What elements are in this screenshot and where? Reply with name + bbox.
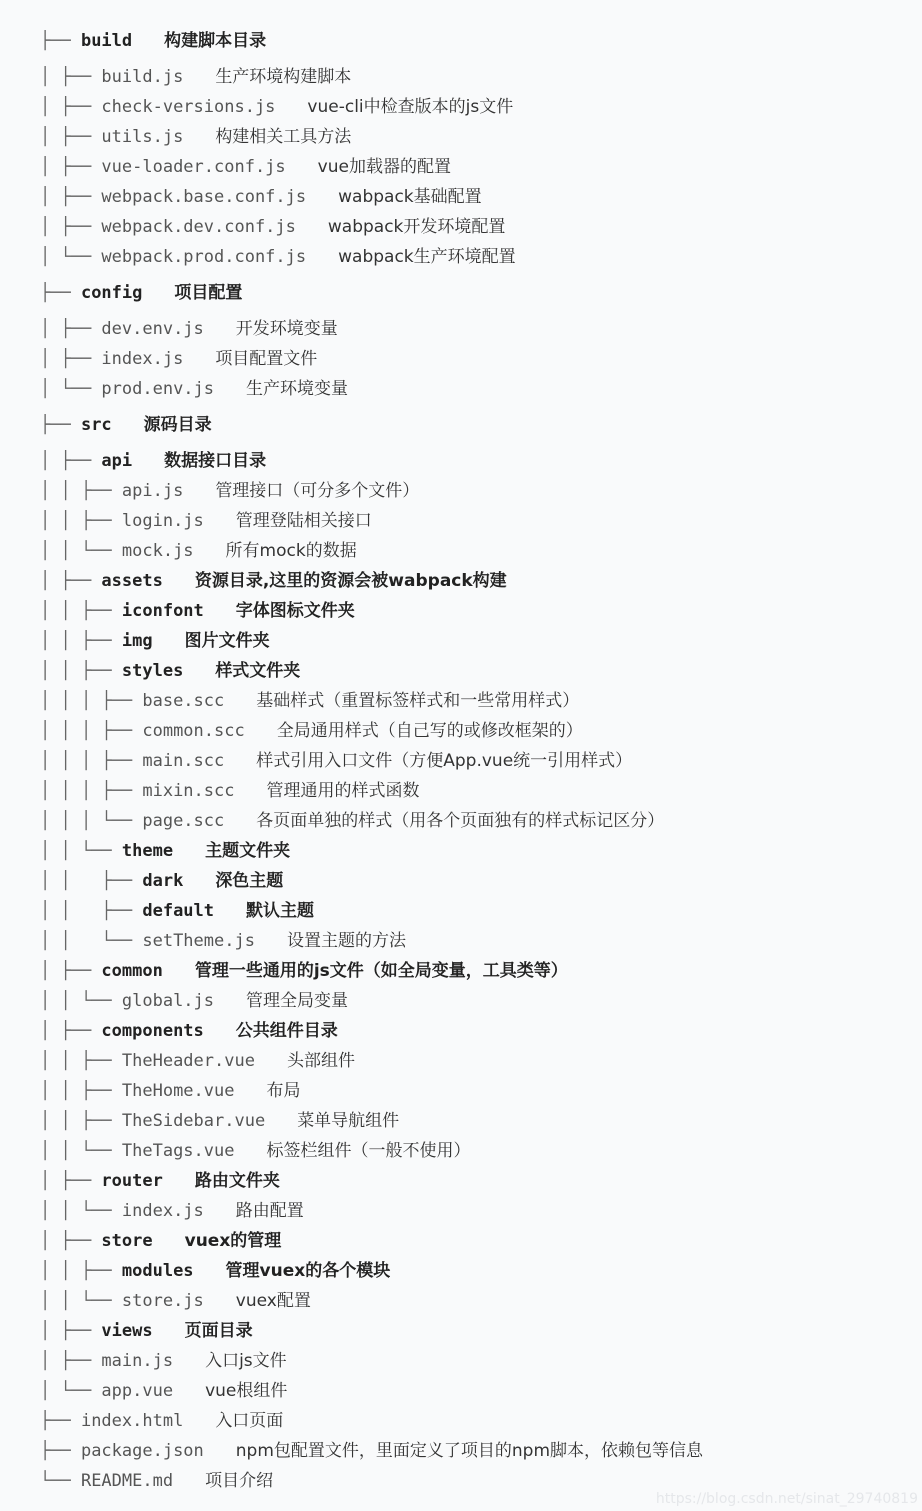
tree-description: 构建脚本目录: [164, 31, 267, 51]
tree-file-name: webpack.dev.conf.js: [101, 217, 296, 237]
tree-folder-name: common: [101, 961, 163, 981]
tree-row: [40, 1076, 703, 1106]
tree-file-name: api.js: [121, 481, 184, 501]
tree-description: 管理全局变量: [246, 991, 349, 1011]
tree-description: 数据接口目录: [164, 451, 267, 471]
tree-branch: │ └──: [40, 247, 102, 267]
tree-row: [40, 566, 703, 596]
tree-file-name: prod.env.js: [101, 379, 215, 399]
watermark: https://blog.csdn.net/sinat_29740819: [655, 1491, 918, 1507]
tree-file-name: global.js: [121, 991, 215, 1011]
tree-branch: │ │ │ ├──: [40, 751, 143, 771]
tree-file-name: TheHome.vue: [121, 1081, 235, 1101]
tree-branch: ├──: [40, 31, 81, 51]
tree-row: [40, 212, 703, 242]
tree-file-name: vue-loader.conf.js: [101, 157, 286, 177]
tree-row: [40, 686, 703, 716]
tree-row: [40, 596, 703, 626]
tree-file-name: app.vue: [101, 1381, 174, 1401]
tree-row: [40, 446, 703, 476]
tree-branch: │ │ ├──: [40, 661, 122, 681]
tree-branch: ├──: [40, 283, 81, 303]
tree-file-name: webpack.base.conf.js: [101, 187, 307, 207]
tree-branch: │ │ ├──: [40, 1261, 122, 1281]
tree-description: 字体图标文件夹: [235, 601, 355, 621]
tree-branch: ├──: [40, 1441, 81, 1461]
tree-file-name: main.js: [101, 1351, 174, 1371]
tree-row: [40, 1166, 703, 1196]
tree-file-name: build.js: [101, 67, 184, 87]
tree-branch: │ │ ├──: [40, 481, 122, 501]
tree-branch: │ │ ├──: [40, 631, 122, 651]
tree-branch: │ │ └──: [40, 991, 122, 1011]
tree-row: [40, 746, 703, 776]
tree-file-name: common.scc: [142, 721, 245, 741]
tree-branch: │ │ └──: [40, 541, 122, 561]
tree-branch: │ │ ├──: [40, 1081, 122, 1101]
tree-row: [40, 866, 703, 896]
tree-description: vue加载器的配置: [317, 157, 451, 177]
tree-branch: │ ├──: [40, 1021, 102, 1041]
tree-description: 所有mock的数据: [225, 541, 357, 561]
tree-folder-name: components: [101, 1021, 204, 1041]
tree-description: vuex配置: [235, 1291, 311, 1311]
tree-row: [40, 26, 703, 56]
tree-row: [40, 182, 703, 212]
tree-row: [40, 1106, 703, 1136]
tree-description: 路由配置: [235, 1201, 304, 1221]
tree-folder-name: api: [101, 451, 133, 471]
tree-row: [40, 122, 703, 152]
tree-description: 管理登陆相关接口: [235, 511, 372, 531]
tree-description: 公共组件目录: [235, 1021, 338, 1041]
tree-description: wabpack开发环境配置: [327, 217, 506, 237]
tree-folder-name: default: [142, 901, 215, 921]
tree-row: [40, 956, 703, 986]
tree-branch: ├──: [40, 1411, 81, 1431]
tree-branch: │ │ ├──: [40, 1051, 122, 1071]
tree-branch: │ ├──: [40, 97, 102, 117]
tree-branch: │ ├──: [40, 217, 102, 237]
tree-description: 项目配置: [174, 283, 243, 303]
tree-description: 基础样式（重置标签样式和一些常用样式）: [256, 691, 580, 711]
tree-branch: │ │ ├──: [40, 511, 122, 531]
tree-description: 生产环境构建脚本: [215, 67, 352, 87]
tree-description: 入口页面: [215, 1411, 284, 1431]
tree-description: wabpack生产环境配置: [338, 247, 516, 267]
tree-row: [40, 1046, 703, 1076]
tree-file-name: index.js: [101, 349, 184, 369]
tree-branch: │ │ ├──: [40, 871, 143, 891]
tree-description: 主题文件夹: [205, 841, 291, 861]
tree-branch: │ │ │ ├──: [40, 691, 143, 711]
tree-file-name: store.js: [121, 1291, 204, 1311]
tree-row: [40, 314, 703, 344]
tree-row: [40, 476, 703, 506]
tree-branch: ├──: [40, 415, 81, 435]
tree-description: 页面目录: [184, 1321, 253, 1341]
tree-row: [40, 1406, 703, 1436]
tree-branch: │ ├──: [40, 1351, 102, 1371]
tree-branch: │ │ └──: [40, 1291, 122, 1311]
tree-branch: │ │ └──: [40, 841, 122, 861]
tree-row: [40, 836, 703, 866]
tree-row: [40, 1286, 703, 1316]
tree-description: vue根组件: [205, 1381, 288, 1401]
tree-branch: │ ├──: [40, 1321, 102, 1341]
tree-folder-name: iconfont: [121, 601, 204, 621]
tree-row: [40, 506, 703, 536]
tree-description: 构建相关工具方法: [215, 127, 352, 147]
tree-row: [40, 1436, 703, 1466]
tree-description: 深色主题: [215, 871, 284, 891]
tree-description: 样式文件夹: [215, 661, 301, 681]
tree-row: [40, 62, 703, 92]
tree-row: [40, 896, 703, 926]
tree-file-name: utils.js: [101, 127, 184, 147]
tree-row: [40, 410, 703, 440]
tree-description: 资源目录,这里的资源会被wabpack构建: [194, 571, 507, 591]
tree-branch: │ │ ├──: [40, 601, 122, 621]
tree-description: 入口js文件: [205, 1351, 287, 1371]
tree-branch: │ ├──: [40, 961, 102, 981]
tree-description: 样式引用入口文件（方便App.vue统一引用样式）: [256, 751, 633, 771]
tree-row: [40, 806, 703, 836]
tree-branch: │ ├──: [40, 1171, 102, 1191]
tree-branch: │ ├──: [40, 571, 102, 591]
tree-description: 管理通用的样式函数: [266, 781, 420, 801]
tree-row: [40, 278, 703, 308]
tree-description: 项目介绍: [205, 1471, 274, 1491]
tree-row: [40, 242, 703, 272]
tree-folder-name: router: [101, 1171, 163, 1191]
tree-row: [40, 986, 703, 1016]
tree-description: 生产环境变量: [246, 379, 349, 399]
tree-branch: │ │ │ ├──: [40, 721, 143, 741]
tree-row: [40, 1226, 703, 1256]
tree-description: vuex的管理: [184, 1231, 282, 1251]
tree-row: [40, 716, 703, 746]
tree-description: npm包配置文件，里面定义了项目的npm脚本，依赖包等信息: [235, 1441, 704, 1461]
tree-file-name: TheHeader.vue: [121, 1051, 255, 1071]
tree-row: [40, 1256, 703, 1286]
tree-file-name: page.scc: [142, 811, 225, 831]
tree-row: [40, 626, 703, 656]
tree-branch: │ ├──: [40, 157, 102, 177]
tree-row: [40, 92, 703, 122]
tree-file-name: index.html: [80, 1411, 184, 1431]
tree-branch: │ ├──: [40, 349, 102, 369]
tree-description: 全局通用样式（自己写的或修改框架的）: [276, 721, 583, 741]
tree-description: vue-cli中检查版本的js文件: [307, 97, 514, 117]
tree-folder-name: img: [121, 631, 153, 651]
tree-branch: │ ├──: [40, 451, 102, 471]
tree-folder-name: modules: [121, 1261, 194, 1281]
tree-file-name: mock.js: [121, 541, 194, 561]
tree-branch: │ ├──: [40, 187, 102, 207]
tree-branch: │ ├──: [40, 319, 102, 339]
tree-folder-name: styles: [121, 661, 184, 681]
tree-row: [40, 926, 703, 956]
tree-folder-name: assets: [101, 571, 163, 591]
tree-row: [40, 1016, 703, 1046]
tree-description: 图片文件夹: [184, 631, 270, 651]
tree-file-name: mixin.scc: [142, 781, 235, 801]
tree-row: [40, 1136, 703, 1166]
tree-branch: │ │ └──: [40, 931, 143, 951]
tree-folder-name: src: [80, 415, 112, 435]
tree-row: [40, 1466, 703, 1496]
tree-file-name: setTheme.js: [142, 931, 255, 951]
tree-description: 各页面单独的样式（用各个页面独有的样式标记区分）: [256, 811, 665, 831]
tree-file-name: package.json: [80, 1441, 204, 1461]
tree-branch: │ │ ├──: [40, 1111, 122, 1131]
tree-row: [40, 776, 703, 806]
tree-description: 开发环境变量: [235, 319, 338, 339]
tree-row: [40, 152, 703, 182]
tree-file-name: TheTags.vue: [121, 1141, 235, 1161]
tree-description: 标签栏组件（一般不使用）: [266, 1141, 471, 1161]
tree-description: 管理一些通用的js文件（如全局变量，工具类等）: [194, 961, 568, 981]
tree-branch: │ │ └──: [40, 1201, 122, 1221]
tree-folder-name: theme: [121, 841, 174, 861]
tree-row: [40, 374, 703, 404]
tree-row: [40, 1316, 703, 1346]
tree-file-name: README.md: [80, 1471, 174, 1491]
tree-folder-name: dark: [142, 871, 184, 891]
tree-branch: │ │ │ ├──: [40, 781, 143, 801]
tree-file-name: check-versions.js: [101, 97, 276, 117]
tree-branch: │ │ └──: [40, 1141, 122, 1161]
tree-description: 路由文件夹: [194, 1171, 280, 1191]
tree-file-name: TheSidebar.vue: [121, 1111, 266, 1131]
tree-description: 设置主题的方法: [286, 931, 406, 951]
tree-row: [40, 536, 703, 566]
tree-description: 管理接口（可分多个文件）: [215, 481, 420, 501]
tree-folder-name: config: [80, 283, 143, 303]
tree-row: [40, 1346, 703, 1376]
tree-file-name: main.scc: [142, 751, 225, 771]
tree-branch: │ │ │ └──: [40, 811, 143, 831]
tree-branch: │ │ ├──: [40, 901, 143, 921]
tree-description: 项目配置文件: [215, 349, 318, 369]
tree-row: [40, 344, 703, 374]
tree-file-name: index.js: [121, 1201, 204, 1221]
directory-tree: [40, 26, 703, 1496]
tree-row: [40, 1376, 703, 1406]
tree-row: [40, 656, 703, 686]
tree-description: 默认主题: [246, 901, 315, 921]
tree-description: 菜单导航组件: [297, 1111, 400, 1131]
tree-branch: │ ├──: [40, 1231, 102, 1251]
tree-description: 管理vuex的各个模块: [225, 1261, 391, 1281]
tree-description: 源码目录: [143, 415, 212, 435]
tree-file-name: webpack.prod.conf.js: [101, 247, 307, 267]
tree-description: wabpack基础配置: [338, 187, 482, 207]
tree-branch: │ └──: [40, 1381, 102, 1401]
tree-branch: │ ├──: [40, 67, 102, 87]
tree-file-name: base.scc: [142, 691, 225, 711]
tree-file-name: dev.env.js: [101, 319, 204, 339]
tree-description: 布局: [266, 1081, 301, 1101]
tree-description: 头部组件: [286, 1051, 355, 1071]
tree-row: [40, 1196, 703, 1226]
tree-folder-name: build: [80, 31, 133, 51]
tree-branch: └──: [40, 1471, 81, 1491]
tree-branch: │ └──: [40, 379, 102, 399]
tree-branch: │ ├──: [40, 127, 102, 147]
tree-file-name: login.js: [121, 511, 204, 531]
tree-folder-name: store: [101, 1231, 153, 1251]
tree-folder-name: views: [101, 1321, 153, 1341]
